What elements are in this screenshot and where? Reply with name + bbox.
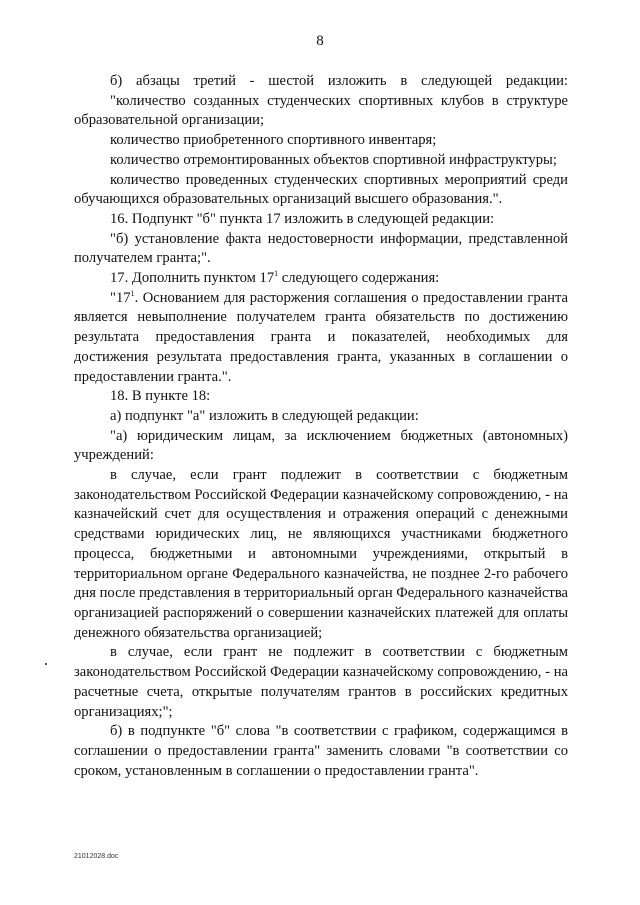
paragraph: количество отремонтированных объектов спортивной инфраструктуры; (110, 151, 557, 168)
document-body (74, 72, 568, 781)
paragraph: а) подпункт "а" изложить в следующей редакции: (110, 407, 419, 424)
paragraph-text: "17 (110, 289, 131, 306)
footer-filename: 21012028.doc (74, 853, 119, 860)
paragraph: количество приобретенного спортивного инвентаря; (110, 132, 437, 149)
paragraph (74, 289, 568, 388)
paragraph: в случае, если грант подлежит в соответствии с бюджетным законодательством Российской Федерации казначейскому сопровождению, - на казначейский счет для осуществления и отражения операций с денежными средствами юридических лиц, не являющихся участниками бюджетного процесса, бюджетными и автономными учреждениями, открытый в территориальном органе Федерального казначейства, не позднее 2-го рабочего дня после представления в территориальный орган Федерального казначейства организацией распоряжений о совершении казначейских платежей для оплаты денежного обязательства организацией; (74, 467, 568, 641)
paragraph: б) абзацы третий - шестой изложить в следующей редакции: (110, 73, 568, 89)
margin-mark (45, 663, 47, 665)
paragraph (74, 269, 568, 289)
paragraph: "а) юридическим лицам, за исключением бюджетных (автономных) учреждений: (74, 427, 568, 464)
page-number: 8 (316, 33, 324, 49)
paragraph: в случае, если грант не подлежит в соответствии с бюджетным законодательством Российской Федерации казначейскому сопровождению, - на расчетные счета, открытые получателям грантов в российских кредитных организациях;"; (74, 644, 568, 720)
paragraph: количество проведенных студенческих спортивных мероприятий среди обучающихся образовательных организаций высшего образования.". (74, 171, 568, 208)
paragraph: 16. Подпункт "б" пункта 17 изложить в следующей редакции: (110, 210, 495, 227)
paragraph: "б) установление факта недостоверности информации, представленной получателем гранта;". (74, 230, 568, 267)
paragraph: 18. В пункте 18: (110, 388, 211, 405)
superscript: 1 (130, 288, 135, 298)
paragraph-text: 17. Дополнить пунктом 17 (110, 270, 275, 287)
paragraph-text: следующего содержания: (278, 270, 440, 287)
paragraph-text: . Основанием для расторжения соглашения о предоставлении гранта является невыполнение получателем гранта обязательств по достижению результата предоставления гранта и показателей, необходимых для достижения результата предоставления гранта, указанных в соглашении о предоставлении гранта.". (74, 289, 568, 385)
paragraph: б) в подпункте "б" слова "в соответствии с графиком, содержащимся в соглашении о предоставлении гранта" заменить словами "в соответствии со сроком, установленным в соглашении о предоставлении гранта". (74, 723, 568, 779)
superscript: 1 (274, 269, 279, 279)
paragraph: "количество созданных студенческих спортивных клубов в структуре образовательной организации; (74, 92, 568, 129)
